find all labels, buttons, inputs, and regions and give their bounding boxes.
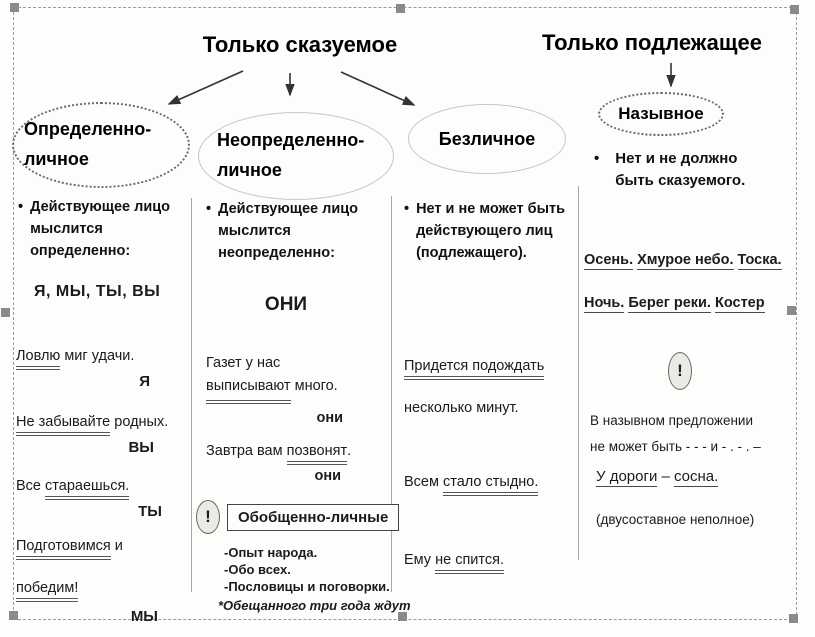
example-sentence: Подготовимся и победим! МЫ xyxy=(16,538,186,625)
generalized-personal-note xyxy=(196,500,399,534)
definite-personal-pronouns: Я, МЫ, ТЫ, ВЫ xyxy=(34,283,161,300)
nominative-examples-line2: Ночь. Берег реки. Костер xyxy=(584,295,765,311)
resize-handle-middle-right[interactable] xyxy=(787,306,796,315)
example-sentence: Ловлю миг удачи. Я xyxy=(16,348,186,390)
generalized-personal-items xyxy=(224,544,390,595)
example-sentence: Не забывайте родных. ВЫ xyxy=(16,414,186,456)
oval-indefinite-personal-label-1: Неопределенно- xyxy=(217,130,365,150)
generalized-personal-title: Обобщенно-личные xyxy=(227,504,399,531)
oval-indefinite-personal-label-2: личное xyxy=(217,160,282,180)
indefinite-personal-pronoun: ОНИ xyxy=(264,294,308,315)
bullet-icon: • xyxy=(206,201,212,217)
pronoun-label: МЫ xyxy=(130,608,158,625)
resize-handle-bottom-right[interactable] xyxy=(789,614,798,623)
example-sentence: Придется подождать несколько минут. xyxy=(404,358,545,416)
list-item: -Обо всех. xyxy=(224,562,291,577)
oval-nominative xyxy=(598,92,724,136)
impersonal-definition: • Нет и не может быть действующего лиц (подлежащего). xyxy=(404,198,582,264)
pronoun-label: Я xyxy=(139,373,150,390)
nominative-definition: • Нет и не должно быть сказуемого. xyxy=(594,148,794,192)
indefinite-personal-definition: • Действующее лицо мыслится неопределенно: xyxy=(206,198,386,264)
oval-definite-personal-label-2: личное xyxy=(24,149,89,169)
exclamation-icon: ! xyxy=(668,352,692,390)
oval-indefinite-personal xyxy=(198,112,394,200)
oval-definite-personal-label-1: Определенно- xyxy=(24,119,152,139)
resize-handle-bottom-middle[interactable] xyxy=(398,612,407,621)
oval-impersonal-label: Безличное xyxy=(438,129,536,149)
pronoun-label: ВЫ xyxy=(128,439,154,456)
oval-impersonal xyxy=(408,104,566,174)
example-sentence: Всем стало стыдно. xyxy=(404,474,539,490)
header-subject-only: Только подлежащее xyxy=(542,30,762,55)
resize-handle-top-left[interactable] xyxy=(10,3,19,12)
definite-personal-definition: • Действующее лицо мыслится определенно: xyxy=(18,196,190,262)
oval-definite-personal xyxy=(12,102,190,188)
example-sentence: Все стараешься. ТЫ xyxy=(16,478,186,520)
nominative-warning-text: В назывном предложении не может быть - - - и - . - . – xyxy=(590,413,761,454)
nominative-examples-line1: Осень. Хмурое небо. Тоска. xyxy=(584,252,782,268)
bullet-icon: • xyxy=(404,201,410,217)
pronoun-label: они xyxy=(314,468,341,484)
proverb-footnote: *Обещанного три года ждут xyxy=(218,598,411,613)
oval-nominative-label: Назывное xyxy=(618,104,704,123)
exclamation-icon: ! xyxy=(196,500,220,534)
resize-handle-top-middle[interactable] xyxy=(396,4,405,13)
header-predicate-only: Только сказуемое xyxy=(202,32,398,57)
list-item: -Пословицы и поговорки. xyxy=(224,579,390,594)
resize-handle-top-right[interactable] xyxy=(790,5,799,14)
bullet-icon: • xyxy=(594,150,600,167)
example-sentence: Завтра вам позвонят. они xyxy=(206,443,381,484)
pronoun-label: ТЫ xyxy=(138,503,162,520)
list-item: -Опыт народа. xyxy=(224,545,318,560)
pronoun-label: они xyxy=(316,410,343,426)
nominative-note: (двусоставное неполное) xyxy=(596,512,755,527)
example-sentence: У дороги – сосна. xyxy=(596,468,719,485)
column-divider-1 xyxy=(191,198,192,592)
example-sentence: Ему не спится. xyxy=(404,552,505,568)
example-sentence: Газет у нас выписывают много. они xyxy=(206,352,381,430)
resize-handle-middle-left[interactable] xyxy=(1,308,10,317)
bullet-icon: • xyxy=(18,199,24,215)
